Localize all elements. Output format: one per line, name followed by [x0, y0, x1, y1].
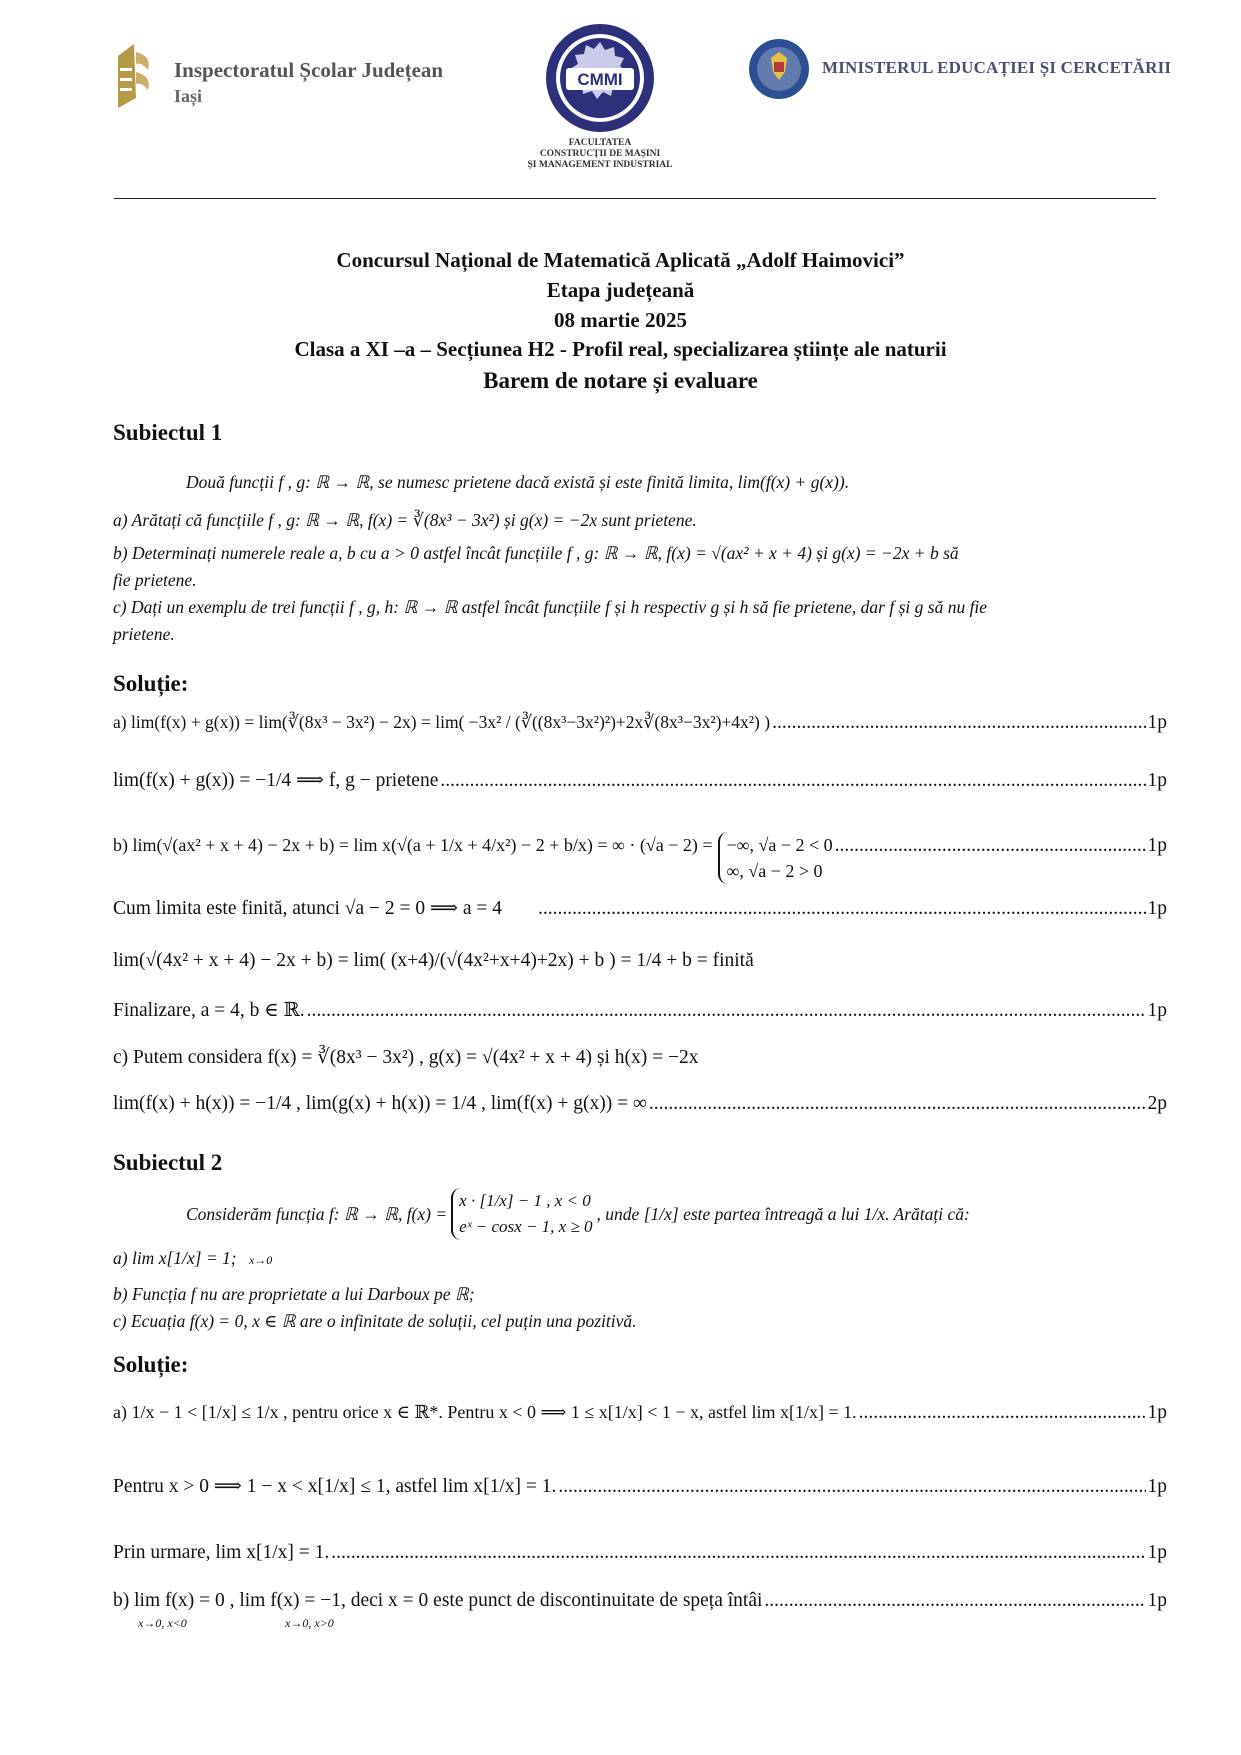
limit-sub-negative: x→0, x<0 — [138, 1616, 187, 1630]
isj-subtitle: Iași — [174, 86, 203, 106]
cmmi-logo-icon — [544, 22, 656, 134]
limit-sub-positive: x→0, x>0 — [285, 1616, 334, 1630]
subiect1-b1: b) Determinați numerele reale a, b cu a > 0 astfel încât funcțiile f , g: ℝ → ℝ, f(x) = √(ax² + x + 4) și g(x) = −2x + b să — [113, 543, 959, 563]
subiect2-c: c) Ecuația f(x) = 0, x ∈ ℝ are o infinitate de soluții, cel puțin una pozitivă. — [113, 1311, 637, 1331]
piecewise-cases: −∞, √a − 2 < 0 ∞, √a − 2 > 0 — [718, 832, 832, 884]
sol1-b-row1: b) lim(√(ax² + x + 4) − 2x + b) = lim x(√(a + 1/x + 4/x²) − 2 + b/x) = ∞ · (√a − 2) = −∞, √a − 2 < 0 ∞, √a − 2 > 0 ..... 1p — [113, 832, 1167, 884]
points: 1p — [1147, 835, 1167, 856]
points: 1p — [1147, 1000, 1167, 1021]
sol2-a-row2: Pentru x > 0 ⟹ 1 − x < x[1/x] ≤ 1, astfel lim x[1/x] = 1. ..... 1p — [113, 1474, 1167, 1498]
class-title: Clasa a XI –a – Secțiunea H2 - Profil real, specializarea științe ale naturii — [294, 337, 947, 361]
subiect2-b: b) Funcția f nu are proprietate a lui Darboux pe ℝ; — [113, 1284, 475, 1304]
points: 1p — [1147, 1402, 1167, 1423]
points: 1p — [1147, 898, 1167, 919]
points: 1p — [1147, 1476, 1167, 1497]
svg-text:CMMI: CMMI — [577, 70, 623, 89]
sol1-c-row1: c) Putem considera f(x) = ∛(8x³ − 3x²) , g(x) = √(4x² + x + 4) și h(x) = −2x — [113, 1047, 699, 1068]
faculty-name: FACULTATEA CONSTRUCȚII DE MAȘINI ȘI MANAGEMENT INDUSTRIAL — [527, 138, 673, 170]
isj-emblem-icon — [112, 42, 154, 110]
points: 1p — [1147, 1590, 1167, 1611]
sol1-b-row2: Cum limita este finită, atunci √a − 2 = 0 ⟹ a = 4 ..... 1p — [113, 896, 1167, 920]
subiect1-b2: fie prietene. — [113, 570, 197, 590]
subiect2-solution-heading: Soluție: — [113, 1352, 189, 1377]
ministry-crest-icon — [748, 38, 810, 100]
subiect1-intro: Două funcții f , g: ℝ → ℝ, se numesc prietene dacă există și este finită limita, lim(f(x) + g(x)). — [186, 472, 850, 492]
sol2-b-row1: b) lim f(x) = 0 , lim f(x) = −1, deci x = 0 este punct de discontinuitate de speța întâi ..... 1p — [113, 1590, 1167, 1612]
header-divider — [114, 198, 1156, 199]
sol2-a-row3: Prin urmare, lim x[1/x] = 1. ..... 1p — [113, 1542, 1167, 1564]
points: 1p — [1147, 712, 1167, 733]
sol1-b-row3: lim(√(4x² + x + 4) − 2x + b) = lim( (x+4)/(√(4x²+x+4)+2x) + b ) = 1/4 + b = finită — [113, 950, 754, 971]
isj-title: Inspectoratul Școlar Județean — [174, 58, 444, 82]
isj-logo — [112, 42, 492, 112]
subiect2-heading: Subiectul 2 — [113, 1150, 223, 1175]
subiect2-intro: Considerăm funcția f: ℝ → ℝ, f(x) = x · [1/x] − 1 , x < 0 eˣ − cosx − 1, x ≥ 0 , unde [1/x] este partea întreagă a lui 1/x. Arătați că: — [186, 1188, 970, 1240]
contest-title: Concursul Național de Matematică Aplicată „Adolf Haimovici” — [336, 248, 905, 272]
stage-title: Etapa județeană — [546, 278, 695, 302]
function-cases: x · [1/x] − 1 , x < 0 eˣ − cosx − 1, x ≥ 0 — [451, 1188, 592, 1240]
sol1-c-row2: lim(f(x) + h(x)) = −1/4 , lim(g(x) + h(x)) = 1/4 , lim(f(x) + g(x)) = ∞ ..... 2p — [113, 1093, 1167, 1115]
sol2-a-row1: a) 1/x − 1 < [1/x] ≤ 1/x , pentru orice x ∈ ℝ*. Pentru x < 0 ⟹ 1 ≤ x[1/x] < 1 − x, astfel lim x[1/x] = 1. ..... 1p — [113, 1402, 1167, 1424]
sol1-a-row1: a) lim(f(x) + g(x)) = lim(∛(8x³ − 3x²) − 2x) = lim( −3x² / (∛((8x³−3x²)²)+2x∛(8x³−3x²)+4x²) ) ..... 1p — [113, 712, 1167, 734]
subiect1-a: a) Arătați că funcțiile f , g: ℝ → ℝ, f(x) = ∛(8x³ − 3x²) și g(x) = −2x sunt prietene. — [113, 510, 697, 530]
subiect2-a: a) lim x[1/x] = 1; x→0 — [113, 1248, 273, 1268]
points: 1p — [1147, 770, 1167, 791]
subiect1-heading: Subiectul 1 — [113, 420, 223, 445]
subiect1-c2: prietene. — [113, 624, 175, 644]
sol1-b-row4: Finalizare, a = 4, b ∈ ℝ. ..... 1p — [113, 998, 1167, 1022]
points: 2p — [1147, 1093, 1167, 1114]
date-title: 08 martie 2025 — [554, 308, 687, 332]
barem-title: Barem de notare și evaluare — [483, 368, 758, 393]
subiect1-solution-heading: Soluție: — [113, 671, 189, 696]
sol1-a-row2: lim(f(x) + g(x)) = −1/4 ⟹ f, g − prietene ..... 1p — [113, 768, 1167, 792]
ministry-title: MINISTERUL EDUCAȚIEI ȘI CERCETĂRII — [822, 58, 1172, 77]
subiect1-c1: c) Dați un exemplu de trei funcții f , g, h: ℝ → ℝ astfel încât funcțiile f și h respectiv g și h să fie prietene, dar f și g să nu fie — [113, 597, 988, 617]
points: 1p — [1147, 1542, 1167, 1563]
